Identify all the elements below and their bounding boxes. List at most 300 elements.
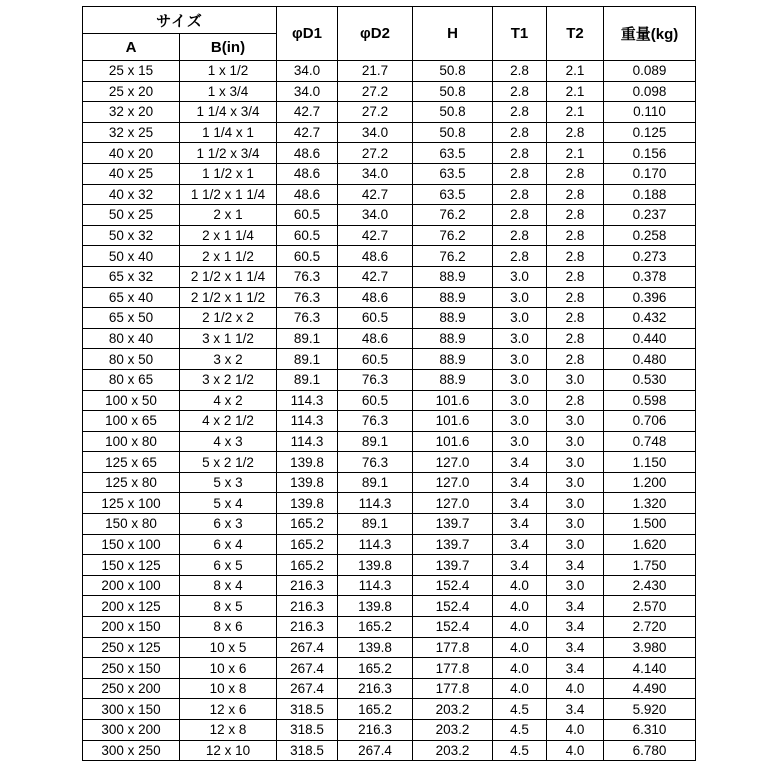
- table-row: [83, 720, 696, 741]
- cell-d2: 48.6: [338, 287, 413, 308]
- cell-a: 250 x 150: [83, 658, 180, 679]
- cell-d2: 60.5: [338, 390, 413, 411]
- cell-h: 88.9: [413, 287, 493, 308]
- cell-w: 1.620: [604, 534, 696, 555]
- cell-t1: 4.0: [493, 658, 547, 679]
- table-row: [83, 390, 696, 411]
- cell-t2: 3.0: [547, 493, 604, 514]
- cell-b: 4 x 3: [180, 431, 277, 452]
- cell-t1: 2.8: [493, 184, 547, 205]
- cell-t1: 3.0: [493, 431, 547, 452]
- cell-b: 5 x 3: [180, 472, 277, 493]
- cell-d1: 114.3: [277, 411, 338, 432]
- cell-t2: 3.4: [547, 699, 604, 720]
- cell-h: 50.8: [413, 81, 493, 102]
- cell-t2: 3.4: [547, 555, 604, 576]
- cell-d1: 34.0: [277, 81, 338, 102]
- cell-w: 0.598: [604, 390, 696, 411]
- table-row: [83, 493, 696, 514]
- cell-d1: 76.3: [277, 308, 338, 329]
- cell-b: 2 x 1 1/4: [180, 225, 277, 246]
- cell-w: 1.200: [604, 472, 696, 493]
- cell-h: 127.0: [413, 493, 493, 514]
- cell-a: 40 x 25: [83, 163, 180, 184]
- cell-h: 88.9: [413, 266, 493, 287]
- cell-a: 32 x 20: [83, 102, 180, 123]
- cell-t1: 4.0: [493, 575, 547, 596]
- cell-w: 4.140: [604, 658, 696, 679]
- cell-t2: 2.8: [547, 287, 604, 308]
- header-t1: T1: [493, 7, 547, 61]
- cell-t2: 2.8: [547, 184, 604, 205]
- table-row: [83, 163, 696, 184]
- cell-d1: 216.3: [277, 575, 338, 596]
- cell-a: 50 x 25: [83, 205, 180, 226]
- cell-h: 127.0: [413, 472, 493, 493]
- cell-h: 139.7: [413, 534, 493, 555]
- table-row: [83, 287, 696, 308]
- cell-t1: 4.5: [493, 740, 547, 761]
- cell-d2: 27.2: [338, 81, 413, 102]
- cell-t2: 3.0: [547, 514, 604, 535]
- table-row: [83, 246, 696, 267]
- table-row: [83, 369, 696, 390]
- cell-w: 2.720: [604, 617, 696, 638]
- cell-h: 50.8: [413, 122, 493, 143]
- cell-h: 63.5: [413, 163, 493, 184]
- cell-d1: 42.7: [277, 102, 338, 123]
- cell-d2: 139.8: [338, 555, 413, 576]
- cell-d2: 60.5: [338, 349, 413, 370]
- cell-t2: 2.8: [547, 225, 604, 246]
- cell-a: 40 x 32: [83, 184, 180, 205]
- cell-d1: 60.5: [277, 246, 338, 267]
- cell-b: 12 x 10: [180, 740, 277, 761]
- cell-t2: 2.8: [547, 205, 604, 226]
- cell-a: 250 x 125: [83, 637, 180, 658]
- cell-a: 80 x 40: [83, 328, 180, 349]
- cell-d2: 89.1: [338, 472, 413, 493]
- header-a: A: [83, 34, 180, 61]
- cell-w: 0.396: [604, 287, 696, 308]
- cell-d1: 267.4: [277, 637, 338, 658]
- cell-a: 25 x 15: [83, 61, 180, 82]
- cell-d2: 34.0: [338, 205, 413, 226]
- cell-t2: 3.4: [547, 617, 604, 638]
- table-row: [83, 143, 696, 164]
- cell-a: 32 x 25: [83, 122, 180, 143]
- cell-d1: 34.0: [277, 61, 338, 82]
- cell-h: 50.8: [413, 102, 493, 123]
- cell-h: 203.2: [413, 720, 493, 741]
- cell-t1: 3.0: [493, 369, 547, 390]
- cell-w: 0.440: [604, 328, 696, 349]
- cell-a: 200 x 100: [83, 575, 180, 596]
- table-row: [83, 740, 696, 761]
- cell-w: 0.258: [604, 225, 696, 246]
- cell-d2: 42.7: [338, 184, 413, 205]
- cell-a: 80 x 50: [83, 349, 180, 370]
- cell-d1: 48.6: [277, 184, 338, 205]
- cell-t1: 3.4: [493, 493, 547, 514]
- cell-t1: 2.8: [493, 225, 547, 246]
- cell-t2: 2.1: [547, 61, 604, 82]
- cell-d1: 114.3: [277, 390, 338, 411]
- cell-d2: 139.8: [338, 596, 413, 617]
- cell-a: 125 x 100: [83, 493, 180, 514]
- cell-d1: 216.3: [277, 596, 338, 617]
- cell-a: 300 x 150: [83, 699, 180, 720]
- cell-b: 12 x 8: [180, 720, 277, 741]
- cell-d2: 42.7: [338, 266, 413, 287]
- cell-t2: 2.8: [547, 122, 604, 143]
- cell-t1: 3.4: [493, 452, 547, 473]
- cell-t2: 2.1: [547, 102, 604, 123]
- table-row: [83, 534, 696, 555]
- cell-d1: 318.5: [277, 740, 338, 761]
- cell-b: 6 x 5: [180, 555, 277, 576]
- table-row: [83, 617, 696, 638]
- table-row: [83, 266, 696, 287]
- cell-h: 101.6: [413, 431, 493, 452]
- cell-t2: 4.0: [547, 720, 604, 741]
- table-row: [83, 678, 696, 699]
- table-row: [83, 205, 696, 226]
- cell-d2: 139.8: [338, 637, 413, 658]
- cell-h: 63.5: [413, 184, 493, 205]
- spec-table: [82, 6, 696, 761]
- cell-h: 76.2: [413, 205, 493, 226]
- cell-d2: 34.0: [338, 163, 413, 184]
- cell-a: 200 x 125: [83, 596, 180, 617]
- table-row: [83, 699, 696, 720]
- cell-b: 10 x 5: [180, 637, 277, 658]
- cell-t1: 3.0: [493, 390, 547, 411]
- header-size-group: サイズ: [83, 7, 277, 34]
- cell-b: 3 x 2 1/2: [180, 369, 277, 390]
- cell-d2: 27.2: [338, 143, 413, 164]
- cell-a: 65 x 40: [83, 287, 180, 308]
- cell-h: 139.7: [413, 555, 493, 576]
- cell-w: 3.980: [604, 637, 696, 658]
- cell-b: 2 1/2 x 2: [180, 308, 277, 329]
- cell-w: 0.098: [604, 81, 696, 102]
- cell-d2: 165.2: [338, 658, 413, 679]
- cell-d2: 76.3: [338, 411, 413, 432]
- cell-a: 100 x 50: [83, 390, 180, 411]
- header-b: B(in): [180, 34, 277, 61]
- cell-t2: 2.8: [547, 266, 604, 287]
- cell-d1: 165.2: [277, 514, 338, 535]
- cell-t1: 3.4: [493, 514, 547, 535]
- cell-d2: 42.7: [338, 225, 413, 246]
- cell-h: 127.0: [413, 452, 493, 473]
- cell-t1: 3.4: [493, 555, 547, 576]
- cell-t2: 2.8: [547, 328, 604, 349]
- cell-b: 3 x 1 1/2: [180, 328, 277, 349]
- cell-t2: 3.4: [547, 596, 604, 617]
- cell-w: 0.156: [604, 143, 696, 164]
- cell-w: 0.237: [604, 205, 696, 226]
- header-d1: φD1: [277, 7, 338, 61]
- cell-w: 0.480: [604, 349, 696, 370]
- cell-d1: 139.8: [277, 452, 338, 473]
- cell-t1: 3.0: [493, 308, 547, 329]
- cell-d2: 267.4: [338, 740, 413, 761]
- cell-w: 1.150: [604, 452, 696, 473]
- cell-b: 1 1/4 x 1: [180, 122, 277, 143]
- cell-t2: 2.1: [547, 143, 604, 164]
- cell-b: 2 x 1 1/2: [180, 246, 277, 267]
- cell-d1: 89.1: [277, 369, 338, 390]
- cell-t2: 2.8: [547, 246, 604, 267]
- cell-w: 4.490: [604, 678, 696, 699]
- cell-d1: 89.1: [277, 328, 338, 349]
- cell-h: 63.5: [413, 143, 493, 164]
- cell-b: 4 x 2 1/2: [180, 411, 277, 432]
- cell-h: 139.7: [413, 514, 493, 535]
- cell-t2: 3.0: [547, 575, 604, 596]
- cell-w: 0.432: [604, 308, 696, 329]
- cell-w: 0.089: [604, 61, 696, 82]
- cell-w: 6.780: [604, 740, 696, 761]
- cell-t1: 2.8: [493, 205, 547, 226]
- cell-d1: 318.5: [277, 699, 338, 720]
- cell-d2: 114.3: [338, 575, 413, 596]
- cell-t1: 3.0: [493, 349, 547, 370]
- cell-d2: 165.2: [338, 617, 413, 638]
- table-row: [83, 637, 696, 658]
- cell-w: 0.188: [604, 184, 696, 205]
- cell-h: 101.6: [413, 411, 493, 432]
- cell-h: 88.9: [413, 308, 493, 329]
- cell-t1: 2.8: [493, 143, 547, 164]
- cell-a: 100 x 65: [83, 411, 180, 432]
- cell-t1: 2.8: [493, 246, 547, 267]
- cell-t1: 2.8: [493, 61, 547, 82]
- cell-b: 6 x 3: [180, 514, 277, 535]
- cell-b: 8 x 5: [180, 596, 277, 617]
- cell-d2: 21.7: [338, 61, 413, 82]
- cell-d1: 318.5: [277, 720, 338, 741]
- cell-t2: 3.0: [547, 431, 604, 452]
- table-row: [83, 349, 696, 370]
- cell-t1: 2.8: [493, 81, 547, 102]
- cell-t2: 2.1: [547, 81, 604, 102]
- table-row: [83, 81, 696, 102]
- cell-d2: 76.3: [338, 369, 413, 390]
- cell-t1: 3.4: [493, 534, 547, 555]
- cell-t1: 3.0: [493, 266, 547, 287]
- cell-t1: 4.0: [493, 596, 547, 617]
- cell-a: 125 x 65: [83, 452, 180, 473]
- cell-w: 6.310: [604, 720, 696, 741]
- cell-h: 177.8: [413, 678, 493, 699]
- cell-d2: 76.3: [338, 452, 413, 473]
- cell-t1: 4.5: [493, 699, 547, 720]
- table-row: [83, 596, 696, 617]
- cell-a: 300 x 250: [83, 740, 180, 761]
- cell-t1: 3.4: [493, 472, 547, 493]
- cell-d1: 76.3: [277, 287, 338, 308]
- cell-b: 5 x 4: [180, 493, 277, 514]
- cell-b: 1 1/4 x 3/4: [180, 102, 277, 123]
- cell-d2: 165.2: [338, 699, 413, 720]
- cell-a: 65 x 50: [83, 308, 180, 329]
- cell-d2: 48.6: [338, 328, 413, 349]
- cell-d2: 114.3: [338, 493, 413, 514]
- cell-t2: 3.0: [547, 411, 604, 432]
- cell-d2: 27.2: [338, 102, 413, 123]
- cell-h: 152.4: [413, 617, 493, 638]
- header-weight: 重量(kg): [604, 7, 696, 61]
- cell-w: 0.110: [604, 102, 696, 123]
- table-row: [83, 658, 696, 679]
- cell-d1: 42.7: [277, 122, 338, 143]
- cell-t1: 4.0: [493, 637, 547, 658]
- cell-d2: 216.3: [338, 720, 413, 741]
- cell-a: 50 x 40: [83, 246, 180, 267]
- cell-b: 5 x 2 1/2: [180, 452, 277, 473]
- cell-a: 125 x 80: [83, 472, 180, 493]
- cell-t1: 4.0: [493, 678, 547, 699]
- cell-t1: 4.5: [493, 720, 547, 741]
- cell-d2: 216.3: [338, 678, 413, 699]
- cell-t2: 4.0: [547, 740, 604, 761]
- cell-a: 100 x 80: [83, 431, 180, 452]
- cell-a: 40 x 20: [83, 143, 180, 164]
- cell-t2: 2.8: [547, 349, 604, 370]
- cell-d2: 48.6: [338, 246, 413, 267]
- cell-t2: 3.0: [547, 472, 604, 493]
- cell-a: 250 x 200: [83, 678, 180, 699]
- cell-w: 0.748: [604, 431, 696, 452]
- cell-w: 1.500: [604, 514, 696, 535]
- header-d2: φD2: [338, 7, 413, 61]
- cell-d2: 89.1: [338, 514, 413, 535]
- cell-w: 2.430: [604, 575, 696, 596]
- cell-t2: 3.4: [547, 658, 604, 679]
- cell-h: 203.2: [413, 699, 493, 720]
- cell-b: 6 x 4: [180, 534, 277, 555]
- cell-d2: 89.1: [338, 431, 413, 452]
- cell-a: 150 x 80: [83, 514, 180, 535]
- cell-d1: 76.3: [277, 266, 338, 287]
- cell-h: 88.9: [413, 349, 493, 370]
- cell-b: 8 x 4: [180, 575, 277, 596]
- table-row: [83, 308, 696, 329]
- cell-d2: 114.3: [338, 534, 413, 555]
- cell-b: 3 x 2: [180, 349, 277, 370]
- cell-d1: 48.6: [277, 143, 338, 164]
- cell-b: 8 x 6: [180, 617, 277, 638]
- table-body: [83, 61, 696, 761]
- cell-b: 12 x 6: [180, 699, 277, 720]
- cell-w: 0.170: [604, 163, 696, 184]
- cell-a: 25 x 20: [83, 81, 180, 102]
- cell-a: 200 x 150: [83, 617, 180, 638]
- cell-b: 1 x 3/4: [180, 81, 277, 102]
- cell-h: 177.8: [413, 658, 493, 679]
- cell-h: 177.8: [413, 637, 493, 658]
- table-row: [83, 61, 696, 82]
- cell-a: 65 x 32: [83, 266, 180, 287]
- cell-h: 152.4: [413, 596, 493, 617]
- cell-d1: 60.5: [277, 205, 338, 226]
- cell-d1: 139.8: [277, 493, 338, 514]
- cell-d2: 60.5: [338, 308, 413, 329]
- cell-b: 1 1/2 x 1 1/4: [180, 184, 277, 205]
- cell-b: 2 1/2 x 1 1/2: [180, 287, 277, 308]
- cell-t2: 2.8: [547, 390, 604, 411]
- table-row: [83, 472, 696, 493]
- cell-h: 152.4: [413, 575, 493, 596]
- cell-t2: 3.0: [547, 534, 604, 555]
- cell-a: 150 x 100: [83, 534, 180, 555]
- cell-a: 150 x 125: [83, 555, 180, 576]
- cell-t1: 3.0: [493, 411, 547, 432]
- table-row: [83, 102, 696, 123]
- table-row: [83, 514, 696, 535]
- table-row: [83, 431, 696, 452]
- cell-w: 0.125: [604, 122, 696, 143]
- cell-t2: 3.0: [547, 452, 604, 473]
- cell-w: 1.320: [604, 493, 696, 514]
- cell-w: 0.706: [604, 411, 696, 432]
- cell-a: 50 x 32: [83, 225, 180, 246]
- cell-d1: 216.3: [277, 617, 338, 638]
- cell-b: 4 x 2: [180, 390, 277, 411]
- cell-h: 76.2: [413, 246, 493, 267]
- cell-a: 80 x 65: [83, 369, 180, 390]
- table-row: [83, 555, 696, 576]
- table-row: [83, 411, 696, 432]
- cell-t1: 4.0: [493, 617, 547, 638]
- cell-d1: 139.8: [277, 472, 338, 493]
- cell-w: 1.750: [604, 555, 696, 576]
- table-row: [83, 328, 696, 349]
- cell-h: 76.2: [413, 225, 493, 246]
- cell-d1: 114.3: [277, 431, 338, 452]
- cell-d1: 89.1: [277, 349, 338, 370]
- cell-b: 10 x 6: [180, 658, 277, 679]
- cell-h: 101.6: [413, 390, 493, 411]
- table-row: [83, 225, 696, 246]
- cell-w: 0.378: [604, 266, 696, 287]
- table-row: [83, 122, 696, 143]
- cell-t2: 3.4: [547, 637, 604, 658]
- cell-t1: 3.0: [493, 287, 547, 308]
- cell-b: 2 1/2 x 1 1/4: [180, 266, 277, 287]
- cell-t1: 2.8: [493, 163, 547, 184]
- cell-d1: 267.4: [277, 658, 338, 679]
- cell-w: 0.530: [604, 369, 696, 390]
- cell-d1: 267.4: [277, 678, 338, 699]
- cell-t1: 2.8: [493, 122, 547, 143]
- cell-h: 203.2: [413, 740, 493, 761]
- table-row: [83, 184, 696, 205]
- table-row: [83, 452, 696, 473]
- cell-d1: 60.5: [277, 225, 338, 246]
- cell-d1: 165.2: [277, 555, 338, 576]
- cell-b: 1 x 1/2: [180, 61, 277, 82]
- cell-b: 1 1/2 x 1: [180, 163, 277, 184]
- cell-t2: 2.8: [547, 163, 604, 184]
- cell-w: 0.273: [604, 246, 696, 267]
- cell-h: 88.9: [413, 369, 493, 390]
- table-row: [83, 575, 696, 596]
- cell-t1: 2.8: [493, 102, 547, 123]
